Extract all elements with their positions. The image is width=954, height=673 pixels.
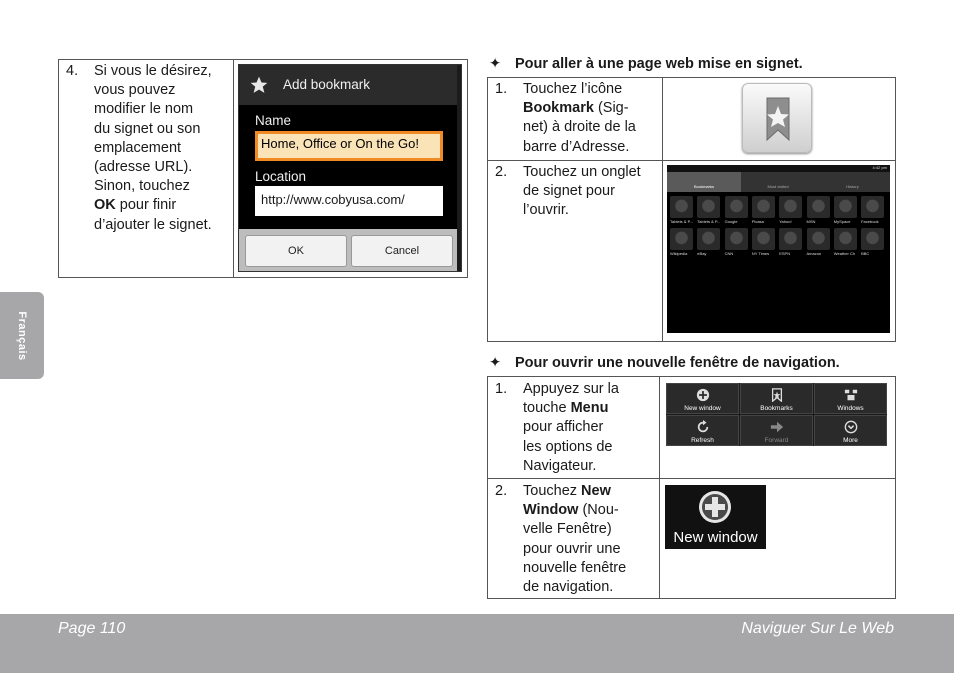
name-label: Name <box>255 113 292 128</box>
arrow-right-icon <box>770 420 784 434</box>
dialog-titlebar <box>239 65 461 105</box>
step-text: Touchez un onglet de signet pour l’ouvrir. <box>523 164 641 219</box>
bookmark-thumbnail[interactable] <box>725 228 748 250</box>
section-heading-bookmark: ✦ Pour aller à une page web mise en signet. <box>489 56 803 72</box>
bookmark-thumbnail-label: MSN <box>806 219 816 224</box>
page-footer <box>0 614 954 673</box>
clock-text: 4:42 pm <box>872 165 887 170</box>
menu-more[interactable]: More <box>814 415 887 446</box>
step-number: 1. <box>495 81 508 97</box>
refresh-icon <box>696 420 710 434</box>
bookmark-thumbnail[interactable] <box>779 228 802 250</box>
bookmark-thumbnail-label: Weather Ch <box>833 251 856 256</box>
name-field[interactable]: Home, Office or On the Go! <box>255 131 443 161</box>
bookmark-thumbnail[interactable] <box>697 196 720 218</box>
menu-windows[interactable]: Windows <box>814 383 887 414</box>
tab-bookmarks[interactable]: Bookmarks <box>667 172 741 192</box>
bookmark-thumbnail-label: MySpace <box>833 219 851 224</box>
bookmark-thumbnail[interactable] <box>834 196 857 218</box>
bookmark-icon <box>742 83 812 153</box>
bookmarks-screen <box>667 165 890 333</box>
new-window-tile <box>665 485 766 549</box>
dialog-title: Add bookmark <box>283 77 371 92</box>
bookmark-thumbnail[interactable] <box>697 228 720 250</box>
location-field[interactable]: http://www.cobyusa.com/ <box>255 186 443 216</box>
menu-bookmarks[interactable]: Bookmarks <box>740 383 813 414</box>
bookmark-star-icon <box>770 388 784 402</box>
bookmark-thumbnail-label: Google <box>724 219 738 224</box>
language-tab <box>0 292 44 379</box>
step-text: Appuyez sur la touche Menu pour afficher les options de Navigateur. <box>523 381 619 474</box>
bookmark-thumbnail[interactable] <box>752 228 775 250</box>
bookmark-thumbnail[interactable] <box>670 196 693 218</box>
bookmark-thumbnail[interactable] <box>807 196 830 218</box>
star-icon <box>249 75 269 95</box>
step-number: 2. <box>495 483 508 499</box>
section-title: Naviguer Sur Le Web <box>741 620 894 637</box>
bookmark-thumbnail-label: CNN <box>724 251 734 256</box>
bookmark-thumbnail-label: Yahoo! <box>779 219 792 224</box>
language-tab-label: Français <box>16 310 28 361</box>
status-bar <box>667 165 890 172</box>
bookmark-thumbnail[interactable] <box>670 228 693 250</box>
bookmark-thumbnail-label: Facebook <box>861 219 879 224</box>
menu-new-window[interactable]: New window <box>666 383 739 414</box>
bookmark-thumbnail[interactable] <box>834 228 857 250</box>
plus-circle-icon <box>696 388 710 402</box>
new-window-label: New window <box>673 529 758 546</box>
bookmark-thumbnail-label: Tablets & P... <box>697 219 721 224</box>
tab-history[interactable]: History <box>846 184 859 189</box>
bookmark-thumbnail-label: Wikipedia <box>670 251 688 256</box>
bookmark-thumbnail-label: Tablets & P... <box>670 219 694 224</box>
dialog-button-bar <box>239 229 461 272</box>
section-heading-new-window: ✦ Pour ouvrir une nouvelle fenêtre de navigation. <box>489 355 840 371</box>
bookmark-thumbnail[interactable] <box>861 228 884 250</box>
browser-menu <box>666 383 887 446</box>
bookmark-thumbnail[interactable] <box>861 196 884 218</box>
menu-forward[interactable]: Forward <box>740 415 813 446</box>
bookmark-thumbnail-label: NY Times <box>751 251 770 256</box>
dialog-scrollbar <box>457 65 461 271</box>
step-text: Touchez l’icône Bookmark (Sig- net) à droite de la barre d’Adresse. <box>523 81 636 155</box>
bookmark-thumbnail[interactable] <box>752 196 775 218</box>
step-number: 4. <box>66 63 79 79</box>
plus-circle-icon <box>698 490 732 524</box>
bookmark-thumbnail[interactable] <box>779 196 802 218</box>
step-text: Si vous le désirez, vous pouvez modifier le nom du signet ou son emplacement (adresse URL). Sinon, touchez OK pour finir d’ajouter le signet. <box>94 63 212 233</box>
cancel-button[interactable]: Cancel <box>351 235 453 267</box>
bookmark-thumbnail-label: Picasa <box>751 219 764 224</box>
bookmark-thumbnail[interactable] <box>725 196 748 218</box>
location-label: Location <box>255 169 307 184</box>
tab-most-visited[interactable]: Most visited <box>767 184 789 189</box>
bookmark-thumbnail[interactable] <box>807 228 830 250</box>
add-bookmark-dialog <box>238 64 462 272</box>
bookmark-thumbnail-label: BBC <box>861 251 870 256</box>
step-number: 1. <box>495 381 508 397</box>
step-number: 2. <box>495 164 508 180</box>
page-number: Page 110 <box>58 620 126 637</box>
menu-refresh[interactable]: Refresh <box>666 415 739 446</box>
windows-icon <box>844 388 858 402</box>
bookmark-tabs <box>667 172 890 192</box>
bookmark-thumbnail-label: Amazon <box>806 251 822 256</box>
step-text: Touchez New Window (Nou- velle Fenêtre) pour ouvrir une nouvelle fenêtre de navigation. <box>523 483 627 596</box>
ok-button[interactable]: OK <box>245 235 347 267</box>
bookmark-thumbnail-label: ESPN <box>779 251 791 256</box>
chevron-down-circle-icon <box>844 420 858 434</box>
bookmark-thumbnail-label: eBay <box>697 251 707 256</box>
